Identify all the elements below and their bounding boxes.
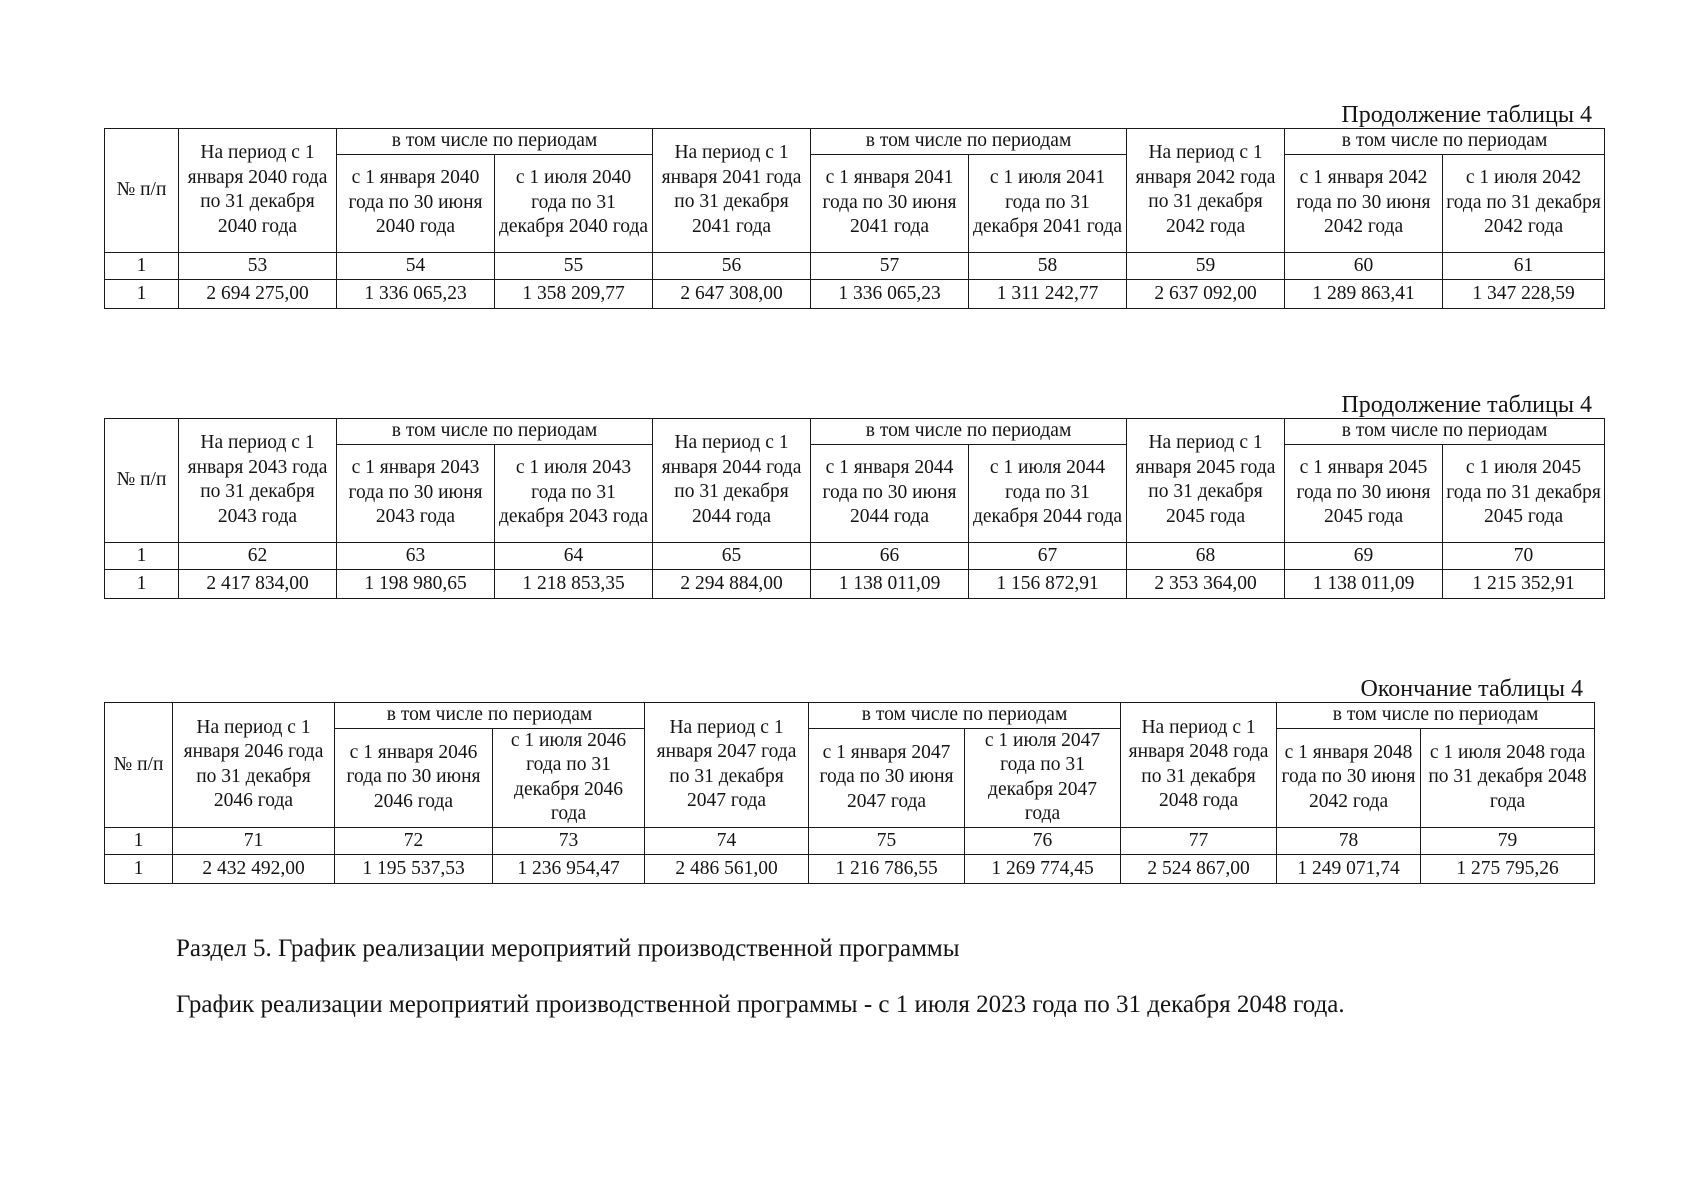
column-number-cell: 71 <box>173 827 335 854</box>
column-header-total: На период с 1 января 2043 года по 31 декабря 2043 года <box>179 419 337 543</box>
value-cell: 2 294 884,00 <box>653 569 811 598</box>
column-header-subperiods: в том числе по периодам <box>337 129 653 155</box>
column-header-total: На период с 1 января 2042 года по 31 декабря 2042 года <box>1127 129 1285 253</box>
column-header-second-half: с 1 июля 2042 года по 31 декабря 2042 года <box>1443 154 1605 252</box>
column-number-cell: 62 <box>179 542 337 569</box>
column-number-cell: 79 <box>1421 827 1595 854</box>
value-cell: 1 236 954,47 <box>493 854 645 883</box>
value-cell: 1 215 352,91 <box>1443 569 1605 598</box>
column-header-total: На период с 1 января 2040 года по 31 декабря 2040 года <box>179 129 337 253</box>
value-cell: 2 432 492,00 <box>173 854 335 883</box>
column-header-second-half: с 1 июля 2045 года по 31 декабря 2045 года <box>1443 444 1605 542</box>
row-number-cell: 1 <box>105 854 173 883</box>
column-number-cell: 60 <box>1285 252 1443 279</box>
column-header-second-half: с 1 июля 2043 года по 31 декабря 2043 года <box>495 444 653 542</box>
value-cell: 1 311 242,77 <box>969 279 1127 308</box>
value-cell: 2 637 092,00 <box>1127 279 1285 308</box>
column-header-number: № п/п <box>105 419 179 543</box>
column-header-total: На период с 1 января 2045 года по 31 декабря 2045 года <box>1127 419 1285 543</box>
column-header-subperiods: в том числе по периодам <box>809 703 1121 729</box>
column-header-total: На период с 1 января 2046 года по 31 декабря 2046 года <box>173 703 335 828</box>
value-cell: 1 347 228,59 <box>1443 279 1605 308</box>
value-cell: 2 694 275,00 <box>179 279 337 308</box>
column-number-cell: 78 <box>1277 827 1421 854</box>
column-number-cell: 66 <box>811 542 969 569</box>
column-number-row <box>105 827 1595 854</box>
column-number-cell: 63 <box>337 542 495 569</box>
column-header-first-half: с 1 января 2044 года по 30 июня 2044 года <box>811 444 969 542</box>
table-caption: Продолжение таблицы 4 <box>1341 392 1592 418</box>
column-header-first-half: с 1 января 2046 года по 30 июня 2046 года <box>335 728 493 827</box>
value-cell: 2 417 834,00 <box>179 569 337 598</box>
tariff-table-2040-2042 <box>104 128 1605 309</box>
column-number-row <box>105 542 1605 569</box>
section-heading: Раздел 5. График реализации мероприятий производственной программы <box>176 935 960 962</box>
column-number-cell: 76 <box>965 827 1121 854</box>
column-number-cell: 75 <box>809 827 965 854</box>
column-header-first-half: с 1 января 2047 года по 30 июня 2047 года <box>809 728 965 827</box>
column-header-subperiods: в том числе по периодам <box>335 703 645 729</box>
column-number-cell: 53 <box>179 252 337 279</box>
column-number-cell: 74 <box>645 827 809 854</box>
value-cell: 1 156 872,91 <box>969 569 1127 598</box>
table-row <box>105 854 1595 883</box>
column-number-cell: 70 <box>1443 542 1605 569</box>
column-number-cell: 67 <box>969 542 1127 569</box>
column-number-cell: 56 <box>653 252 811 279</box>
column-header-total: На период с 1 января 2044 года по 31 декабря 2044 года <box>653 419 811 543</box>
table-row <box>105 279 1605 308</box>
column-header-first-half: с 1 января 2043 года по 30 июня 2043 года <box>337 444 495 542</box>
column-header-first-half: с 1 января 2042 года по 30 июня 2042 года <box>1285 154 1443 252</box>
row-number-cell: 1 <box>105 569 179 598</box>
value-cell: 2 486 561,00 <box>645 854 809 883</box>
column-header-subperiods: в том числе по периодам <box>1285 419 1605 445</box>
value-cell: 1 289 863,41 <box>1285 279 1443 308</box>
column-number-cell: 69 <box>1285 542 1443 569</box>
column-header-second-half: с 1 июля 2046 года по 31 декабря 2046 года <box>493 728 645 827</box>
value-cell: 1 198 980,65 <box>337 569 495 598</box>
column-number-cell: 73 <box>493 827 645 854</box>
column-header-total: На период с 1 января 2047 года по 31 декабря 2047 года <box>645 703 809 828</box>
column-number-cell: 64 <box>495 542 653 569</box>
column-header-total: На период с 1 января 2041 года по 31 декабря 2041 года <box>653 129 811 253</box>
column-header-subperiods: в том числе по периодам <box>337 419 653 445</box>
row-number-cell: 1 <box>105 252 179 279</box>
tariff-table-2046-2048 <box>104 702 1595 884</box>
column-header-number: № п/п <box>105 129 179 253</box>
column-header-second-half: с 1 июля 2048 года по 31 декабря 2048 года <box>1421 728 1595 827</box>
column-header-second-half: с 1 июля 2044 года по 31 декабря 2044 года <box>969 444 1127 542</box>
column-number-cell: 65 <box>653 542 811 569</box>
row-number-cell: 1 <box>105 827 173 854</box>
value-cell: 2 524 867,00 <box>1121 854 1277 883</box>
column-number-cell: 72 <box>335 827 493 854</box>
column-number-cell: 59 <box>1127 252 1285 279</box>
column-header-total: На период с 1 января 2048 года по 31 декабря 2048 года <box>1121 703 1277 828</box>
column-header-second-half: с 1 июля 2041 года по 31 декабря 2041 года <box>969 154 1127 252</box>
column-header-second-half: с 1 июля 2047 года по 31 декабря 2047 года <box>965 728 1121 827</box>
column-header-first-half: с 1 января 2048 года по 30 июня 2042 года <box>1277 728 1421 827</box>
table-caption: Окончание таблицы 4 <box>1360 676 1583 702</box>
table-caption: Продолжение таблицы 4 <box>1341 102 1592 128</box>
column-header-first-half: с 1 января 2041 года по 30 июня 2041 года <box>811 154 969 252</box>
value-cell: 2 647 308,00 <box>653 279 811 308</box>
column-number-cell: 54 <box>337 252 495 279</box>
value-cell: 1 138 011,09 <box>811 569 969 598</box>
column-header-second-half: с 1 июля 2040 года по 31 декабря 2040 года <box>495 154 653 252</box>
column-number-row <box>105 252 1605 279</box>
value-cell: 1 216 786,55 <box>809 854 965 883</box>
value-cell: 1 249 071,74 <box>1277 854 1421 883</box>
column-header-number: № п/п <box>105 703 173 828</box>
column-header-first-half: с 1 января 2040 года по 30 июня 2040 года <box>337 154 495 252</box>
tariff-table-2043-2045 <box>104 418 1605 599</box>
column-number-cell: 68 <box>1127 542 1285 569</box>
value-cell: 1 358 209,77 <box>495 279 653 308</box>
value-cell: 1 336 065,23 <box>337 279 495 308</box>
row-number-cell: 1 <box>105 542 179 569</box>
column-number-cell: 77 <box>1121 827 1277 854</box>
column-header-subperiods: в том числе по периодам <box>811 419 1127 445</box>
value-cell: 1 275 795,26 <box>1421 854 1595 883</box>
column-header-subperiods: в том числе по периодам <box>1277 703 1595 729</box>
table-row <box>105 569 1605 598</box>
section-paragraph: График реализации мероприятий производственной программы - с 1 июля 2023 года по 31 декабря 2048 года. <box>176 991 1345 1018</box>
column-header-first-half: с 1 января 2045 года по 30 июня 2045 года <box>1285 444 1443 542</box>
column-number-cell: 61 <box>1443 252 1605 279</box>
value-cell: 2 353 364,00 <box>1127 569 1285 598</box>
value-cell: 1 138 011,09 <box>1285 569 1443 598</box>
column-number-cell: 57 <box>811 252 969 279</box>
value-cell: 1 269 774,45 <box>965 854 1121 883</box>
row-number-cell: 1 <box>105 279 179 308</box>
column-header-subperiods: в том числе по периодам <box>811 129 1127 155</box>
value-cell: 1 218 853,35 <box>495 569 653 598</box>
column-number-cell: 55 <box>495 252 653 279</box>
value-cell: 1 336 065,23 <box>811 279 969 308</box>
column-number-cell: 58 <box>969 252 1127 279</box>
value-cell: 1 195 537,53 <box>335 854 493 883</box>
column-header-subperiods: в том числе по периодам <box>1285 129 1605 155</box>
